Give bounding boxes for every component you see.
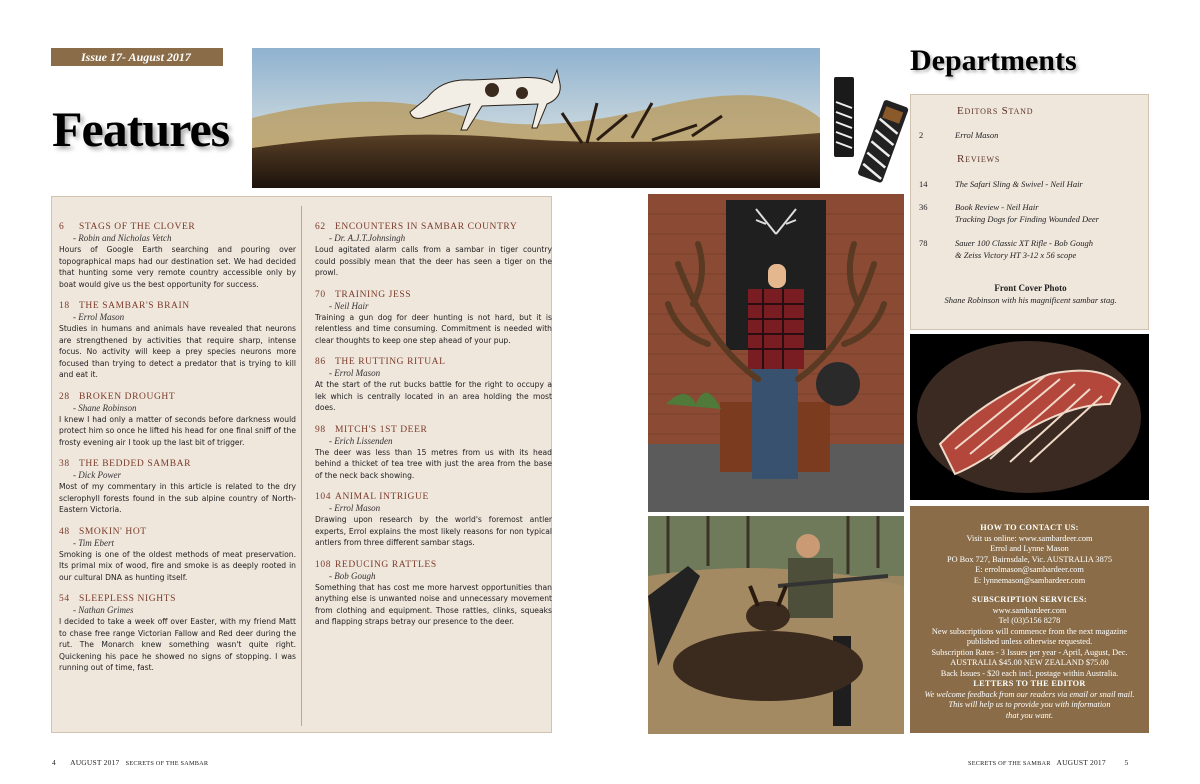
man-with-antlers-illustration [648,194,904,512]
letters-line: that you want. [1005,710,1054,720]
article-heading [315,356,552,368]
departments-panel [910,94,1149,330]
sling-product-image [830,72,910,190]
article-entry[interactable] [59,458,296,516]
footer-date-right: AUGUST 2017 [1056,758,1106,767]
department-title: Sauer 100 Classic XT Rifle - Bob Gough & Zeiss Victory HT 3-12 x 56 scope [955,238,1093,260]
footer-date-left: AUGUST 2017 [70,758,120,767]
article-summary: Hours of Google Earth searching and pouring over topographical maps had our destination set. We had decided that hunting some very remote country accessible only by boat would give us the best opportunity for success. [59,245,296,289]
article-entry[interactable] [59,300,296,381]
article-author: - Neil Hair [329,300,369,311]
article-entry[interactable] [59,221,296,290]
article-summary: The deer was less than 15 metres from us with its head behind a thicket of tea tree with just the area from the base of the neck back showing. [315,447,552,480]
article-summary: Something that has cost me more harvest opportunities than anything else is unwanted noise and unnecessary movement from clothing and equipment. Those rattles, clinks, squeaks and flapping straps betray our presence to the deer. [315,582,552,626]
department-page: 14 [919,179,928,189]
article-title: THE BEDDED SAMBAR [79,459,192,469]
article-heading [315,491,552,503]
page-number-right: 5 [1124,758,1129,767]
contact-line[interactable]: E: lynnemason@sambardeer.com [973,575,1086,585]
article-author: - Erich Lissenden [329,435,393,446]
article-summary: At the start of the rut bucks battle for the right to occupy a lek which is centrally located in an area holding the most does. [315,380,552,412]
article-title: BROKEN DROUGHT [79,391,176,402]
subscription-line: Subscription Rates - 3 Issues per year - April, August, Dec. [931,647,1128,657]
article-page: 48 [59,526,70,537]
article-page: 6 [59,222,65,232]
footer-right [968,758,1128,767]
contact-line: PO Box 727, Bairnsdale, Vic. AUSTRALIA 3875 [946,554,1113,564]
article-summary: Loud agitated alarm calls from a sambar in tiger country could possibly mean that the deer has seen a tiger on the prowl. [315,245,552,277]
department-page: 78 [919,238,928,248]
contact-line[interactable]: E: errolmason@sambardeer.com [975,565,1084,574]
department-title: Errol Mason [955,130,999,140]
article-author: - Errol Mason [73,312,125,322]
article-heading [59,391,296,403]
article-entry[interactable] [59,593,296,674]
article-page: 62 [315,222,326,232]
article-entry[interactable] [315,221,552,279]
reviews-heading: Reviews [957,153,1001,165]
article-heading [59,221,296,233]
article-summary: Studies in humans and animals have revealed that neurons are strengthened by activities that require sharp, intense focus. No activity will keep a prey species neurons more focused than trying to detect a predator that is trying to kill and eat it. [59,324,296,379]
article-title: THE SAMBAR'S BRAIN [79,301,190,311]
article-heading [315,424,552,436]
article-heading [59,300,296,312]
contact-line[interactable]: Visit us online: www.sambardeer.com [966,533,1093,543]
subscription-line[interactable]: www.sambardeer.com [992,605,1067,615]
article-page: 54 [59,594,70,604]
article-entry[interactable] [315,424,552,482]
article-summary: Training a gun dog for deer hunting is not hard, but it is relentless and time consuming. Commitment is needed with clear thoughts to keep one step ahead of your pup. [315,312,552,345]
letters-line: This will help us to provide you with information [948,700,1111,709]
article-entry[interactable] [315,559,552,628]
article-page: 70 [315,289,326,300]
article-author: - Bob Gough [329,570,376,581]
article-heading [59,458,296,470]
subscription-line: Back Issues - $20 each incl. postage within Australia. [940,668,1119,678]
footer-magazine-left: SECRETS OF THE SAMBAR [125,760,209,767]
article-author: - Shane Robinson [73,402,137,413]
article-author: - Dr. A.J.T.Johnsingh [329,233,406,243]
article-summary: Smoking is one of the oldest methods of meat preservation. Its primal mix of wood, fire and smoke is as deeply rooted in our cultural DNA as hunting itself. [59,549,296,582]
article-author: - Tim Ebert [73,537,115,548]
front-cover-description: Shane Robinson with his magnificent sambar stag. [944,295,1117,305]
contact-heading: HOW TO CONTACT US: [980,523,1079,532]
smoked-meat-photo [910,334,1149,500]
subscription-line: AUSTRALIA $45.00 NEW ZEALAND $75.00 [950,658,1109,667]
article-author: - Robin and Nicholas Vetch [73,233,172,243]
article-title: REDUCING RATTLES [335,559,437,570]
article-author: - Errol Mason [329,368,381,378]
article-heading [59,526,296,538]
front-cover-title: Front Cover Photo [994,283,1067,293]
article-title: THE RUTTING RITUAL [335,357,446,367]
article-entry[interactable] [315,289,552,347]
article-heading [315,221,552,233]
article-page: 18 [59,301,70,311]
features-column-1 [59,221,296,684]
letters-heading: LETTERS TO THE EDITOR [973,679,1086,688]
article-entry[interactable] [59,391,296,449]
cover-stag-photo [648,194,904,512]
article-title: ENCOUNTERS IN SAMBAR COUNTRY [335,222,518,232]
hunter-with-deer-illustration [648,516,904,734]
article-entry[interactable] [59,526,296,584]
article-heading [315,559,552,571]
department-page: 2 [919,130,924,140]
article-author: - Dick Power [73,470,121,480]
article-heading [315,289,552,301]
footer-magazine-right: SECRETS OF THE SAMBAR [968,760,1051,767]
letters-line: We welcome feedback from our readers via email or snail mail. [924,689,1135,699]
departments-title: Departments [910,44,1077,77]
article-author: - Nathan Grimes [73,605,134,615]
article-title: SLEEPLESS NIGHTS [79,594,176,604]
contact-line: Errol and Lynne Mason [990,544,1069,553]
article-page: 28 [59,391,70,402]
features-title: Features [52,101,230,157]
subscription-line: published unless otherwise requested. [966,637,1093,646]
article-title: ANIMAL INTRIGUE [335,492,429,502]
article-page: 98 [315,424,326,435]
article-author: - Errol Mason [329,503,381,513]
article-page: 104 [315,492,332,502]
department-page: 36 [919,202,928,212]
sliced-meat-illustration [910,334,1149,500]
footer-left [52,758,208,767]
hunter-deer-photo [648,516,904,734]
contact-panel [910,506,1149,733]
subscription-heading: SUBSCRIPTION SERVICES: [972,595,1087,604]
article-summary: Most of my commentary in this article is related to the dry sclerophyll forests found in the sub alpine country of North-Eastern Victoria. [59,482,296,514]
article-page: 108 [315,559,332,570]
article-page: 38 [59,459,70,469]
department-title: Book Review - Neil Hair Tracking Dogs for Finding Wounded Deer [955,202,1099,224]
subscription-line: Tel (03)5156 8278 [998,616,1061,625]
article-title: TRAINING JESS [335,289,412,300]
hero-dog-photo [252,48,820,188]
hero-dog-illustration [252,48,820,188]
article-title: STAGS OF THE CLOVER [79,222,196,232]
department-title: The Safari Sling & Swivel - Neil Hair [955,179,1083,189]
article-summary: I knew I had only a matter of seconds before darkness would protect him so once he lifted his head for one final sniff of the frosty evening air I took up the last bit of trigger. [59,414,296,447]
editors-stand-heading: Editors Stand [957,105,1034,117]
article-title: SMOKIN' HOT [79,526,147,537]
article-summary: Drawing upon research by the world's foremost antler experts, Errol explains the most likely reasons for non typical antlers from three different sambar stags. [315,515,552,547]
article-title: MITCH'S 1ST DEER [335,424,428,435]
column-divider [301,206,302,726]
article-summary: I decided to take a week off over Easter, with my friend Matt to chase free range Victorian Fallow and Red deer during the rut. The Monarch knew something wasn't quite right. Quickening his pace he showed no signs of stopping. I was running out of time, fast. [59,617,296,672]
article-entry[interactable] [315,491,552,549]
article-heading [59,593,296,605]
page-number-left: 4 [52,758,56,767]
issue-banner: Issue 17- August 2017 [51,48,223,66]
sling-boxes-illustration [830,72,910,190]
article-entry[interactable] [315,356,552,414]
article-page: 86 [315,357,326,367]
features-column-2 [315,221,552,638]
subscription-line: New subscriptions will commence from the next magazine [931,626,1128,636]
